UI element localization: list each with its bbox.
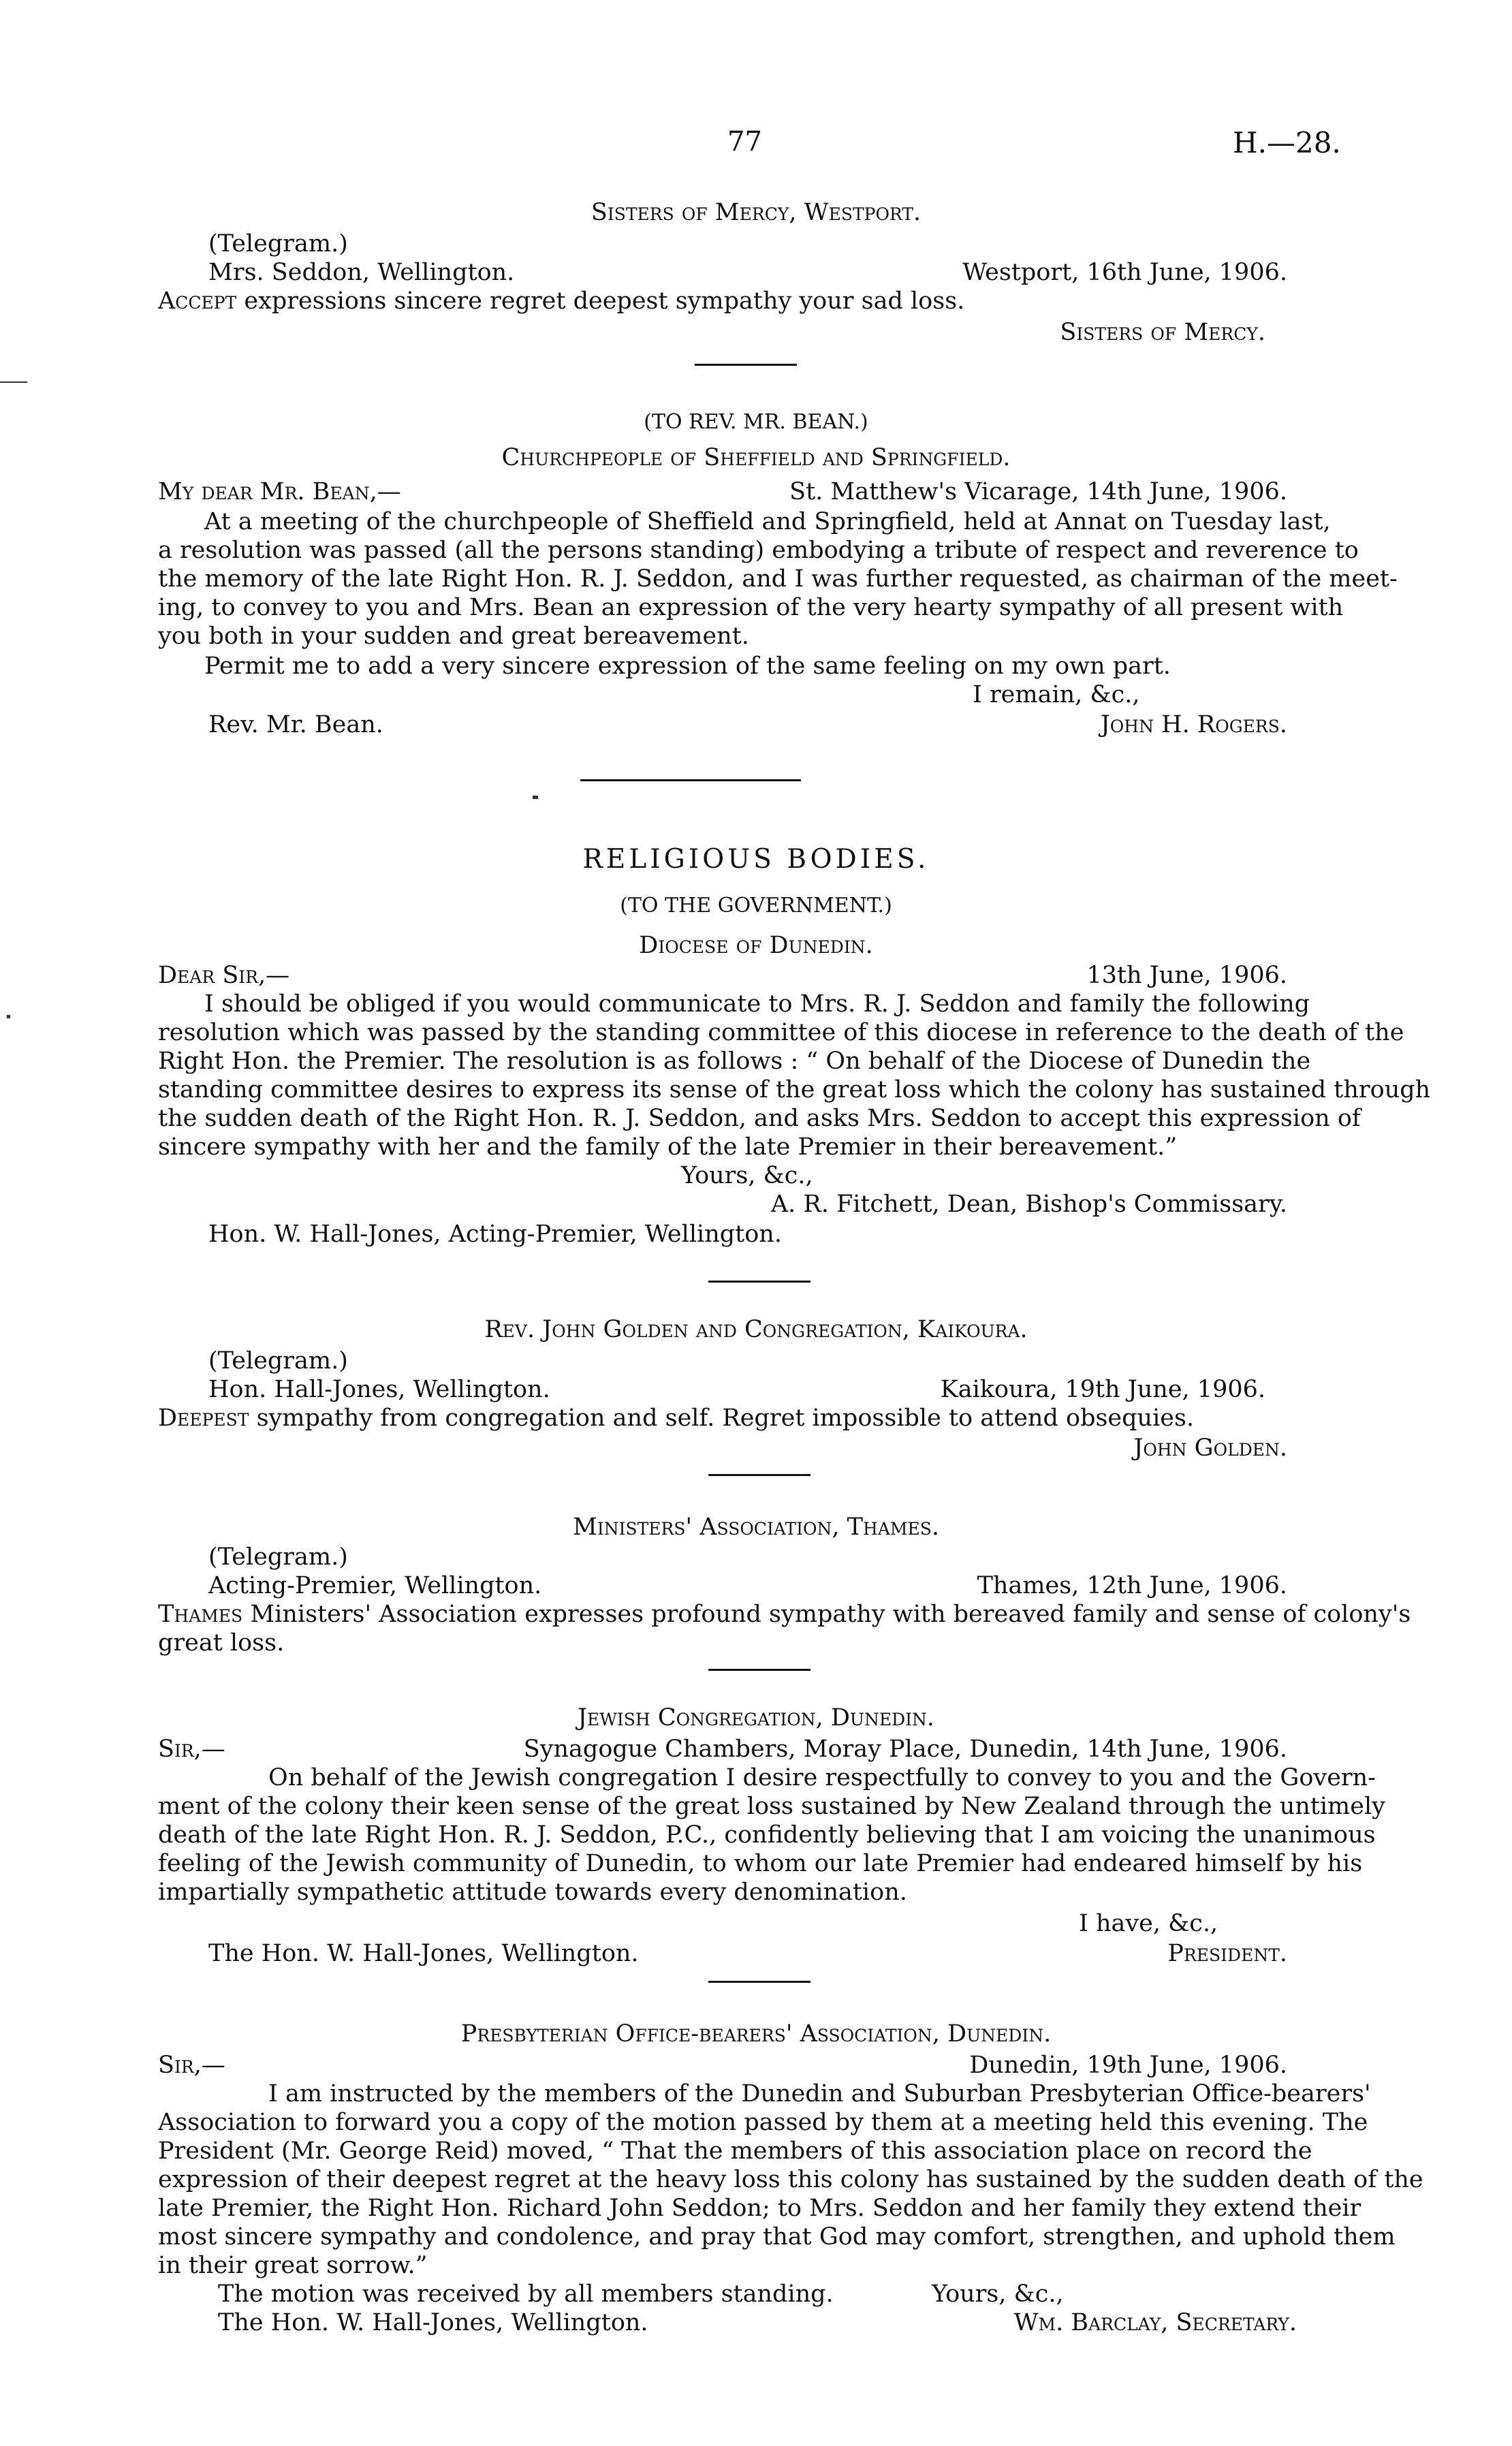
addressee: Mrs. Seddon, Wellington.: [208, 259, 515, 286]
addressee: Hon. Hall-Jones, Wellington.: [208, 1376, 550, 1403]
paragraph-line: late Premier, the Right Hon. Richard John Seddon; to Mrs. Seddon and her family they extend their: [158, 2195, 1361, 2222]
margin-mark: [0, 381, 27, 383]
addressee: Hon. W. Hall-Jones, Acting-Premier, Wellington.: [208, 1221, 782, 1248]
paragraph-line: I am instructed by the members of the Dunedin and Suburban Presbyterian Office-bearers': [268, 2080, 1371, 2107]
closing: Yours, &c.,: [932, 2280, 1064, 2308]
body-text: sympathy from congregation and self. Regret impossible to attend obsequies.: [249, 1405, 1195, 1432]
signature: A. R. Fitchett, Dean, Bishop's Commissary.: [770, 1191, 1287, 1218]
addressee: Rev. Mr. Bean.: [208, 711, 383, 738]
paragraph-line: the memory of the late Right Hon. R. J. Seddon, and I was further requested, as chairman of the meet-: [158, 565, 1398, 593]
paragraph-line: death of the late Right Hon. R. J. Seddon, P.C., confidently believing that I am voicing the unanimous: [158, 1821, 1376, 1849]
closing: I remain, &c.,: [973, 681, 1140, 708]
salutation: My dear Mr. Bean,—: [158, 478, 401, 505]
section-divider: [708, 1981, 810, 1983]
paragraph-line: I should be obliged if you would communicate to Mrs. R. J. Seddon and family the following: [204, 990, 1310, 1018]
paragraph-line: a resolution was passed (all the persons standing) embodying a tribute of respect and reverence to: [158, 537, 1359, 564]
place-date: Dunedin, 19th June, 1906.: [969, 2052, 1287, 2079]
signature: Sisters of Mercy.: [1060, 319, 1265, 346]
section-title-jewish-congregation: Jewish Congregation, Dunedin.: [577, 1704, 935, 1731]
paragraph-line: Permit me to add a very sincere expression of the same feeling on my own part.: [204, 653, 1171, 680]
place-date: Westport, 16th June, 1906.: [962, 259, 1287, 286]
salutation: Dear Sir,—: [158, 962, 290, 989]
telegram-body: [158, 286, 964, 316]
salutation: Sir,—: [158, 1736, 225, 1763]
section-divider: [708, 1281, 810, 1283]
addressee: The Hon. W. Hall-Jones, Wellington.: [218, 2309, 648, 2336]
paragraph-line: great loss.: [158, 1629, 285, 1657]
margin-mark: [7, 1015, 10, 1018]
body-text: expressions sincere regret deepest sympathy your sad loss.: [236, 287, 965, 315]
signature-name: Wm. Barclay, Secretary.: [1013, 2309, 1297, 2336]
paragraph-line: Right Hon. the Premier. The resolution is as follows : “ On behalf of the Diocese of Dunedin the: [158, 1048, 1311, 1075]
closing: I have, &c.,: [1079, 1910, 1218, 1937]
section-divider: [695, 364, 797, 366]
body-lead-word: Deepest: [158, 1405, 249, 1432]
paragraph-line: ment of the colony their keen sense of the great loss sustained by New Zealand through the untimely: [158, 1793, 1385, 1820]
paragraph-line: Association to forward you a copy of the motion passed by them at a meeting held this evening. The: [158, 2109, 1368, 2136]
paragraph-line: you both in your sudden and great bereavement.: [158, 623, 749, 650]
telegram-body: [158, 1403, 1194, 1433]
telegram-label: (Telegram.): [208, 1347, 348, 1375]
signature: John H. Rogers.: [1100, 711, 1287, 738]
signature: John Golden.: [1133, 1434, 1287, 1462]
major-divider: [580, 779, 801, 781]
paragraph-line: impartially sympathetic attitude towards every denomination.: [158, 1879, 907, 1906]
paragraph-line: in their great sorrow.”: [158, 2252, 428, 2279]
motion-line: The motion was received by all members standing.: [218, 2280, 834, 2308]
paragraph-line: most sincere sympathy and condolence, and pray that God may comfort, strengthen, and uphold them: [158, 2223, 1396, 2251]
paragraph-line: President (Mr. George Reid) moved, “ That the members of this association place on record the: [158, 2137, 1312, 2165]
section-title-kaikoura: Rev. John Golden and Congregation, Kaikoura.: [484, 1316, 1028, 1343]
to-heading: (TO THE GOVERNMENT.): [620, 894, 892, 918]
paragraph-line: ing, to convey to you and Mrs. Bean an expression of the very hearty sympathy of all present with: [158, 594, 1344, 621]
date: 13th June, 1906.: [1086, 962, 1287, 989]
signature: President.: [1167, 1940, 1287, 1967]
body-lead-word: Thames: [158, 1601, 243, 1628]
section-title-thames: Ministers' Association, Thames.: [573, 1514, 939, 1541]
section-title-sheffield: Churchpeople of Sheffield and Springfield.: [501, 444, 1011, 471]
stray-mark: [533, 796, 538, 799]
addressee: Acting-Premier, Wellington.: [208, 1572, 542, 1599]
major-heading: RELIGIOUS BODIES.: [582, 844, 930, 875]
place-date: Kaikoura, 19th June, 1906.: [940, 1376, 1265, 1403]
paragraph-line: expression of their deepest regret at the heavy loss this colony has sustained by the sudden death of the: [158, 2166, 1423, 2193]
page-number: 77: [727, 126, 762, 157]
telegram-label: (Telegram.): [208, 230, 348, 257]
telegram-body: [158, 1599, 1411, 1629]
body-lead-word: Accept: [158, 287, 237, 315]
section-title-sisters-of-mercy: Sisters of Mercy, Westport.: [590, 199, 922, 226]
paragraph-line: standing committee desires to express its sense of the great loss which the colony has sustained through: [158, 1076, 1431, 1103]
body-text: Ministers' Association expresses profound sympathy with bereaved family and sense of colony's: [242, 1601, 1411, 1628]
place-date: St. Matthew's Vicarage, 14th June, 1906.: [789, 478, 1287, 505]
paragraph-line: sincere sympathy with her and the family of the late Premier in their bereavement.”: [158, 1133, 1178, 1161]
addressee: The Hon. W. Hall-Jones, Wellington.: [208, 1940, 639, 1967]
place-date: Thames, 12th June, 1906.: [977, 1572, 1287, 1599]
paragraph-line: On behalf of the Jewish congregation I desire respectfully to convey to you and the Govern-: [268, 1764, 1376, 1791]
place-date: Synagogue Chambers, Moray Place, Dunedin, 14th June, 1906.: [523, 1736, 1287, 1763]
telegram-label: (Telegram.): [208, 1543, 348, 1571]
document-reference: H.—28.: [1233, 126, 1341, 159]
section-title-diocese: Diocese of Dunedin.: [639, 932, 873, 959]
paragraph-line: At a meeting of the churchpeople of Sheffield and Springfield, held at Annat on Tuesday last,: [204, 508, 1331, 535]
section-title-presbyterian: Presbyterian Office-bearers' Association, Dunedin.: [460, 2020, 1052, 2048]
to-heading: (TO REV. MR. BEAN.): [644, 410, 868, 434]
section-divider: [708, 1474, 810, 1476]
paragraph-line: resolution which was passed by the standing committee of this diocese in reference to the death of the: [158, 1019, 1404, 1046]
paragraph-line: feeling of the Jewish community of Dunedin, to whom our late Premier had endeared himself by his: [158, 1850, 1363, 1877]
section-divider: [708, 1669, 810, 1671]
salutation: Sir,—: [158, 2052, 225, 2079]
signature: [1014, 2308, 1297, 2338]
closing: Yours, &c.,: [681, 1162, 813, 1189]
paragraph-line: the sudden death of the Right Hon. R. J. Seddon, and asks Mrs. Seddon to accept this expression of: [158, 1105, 1361, 1132]
